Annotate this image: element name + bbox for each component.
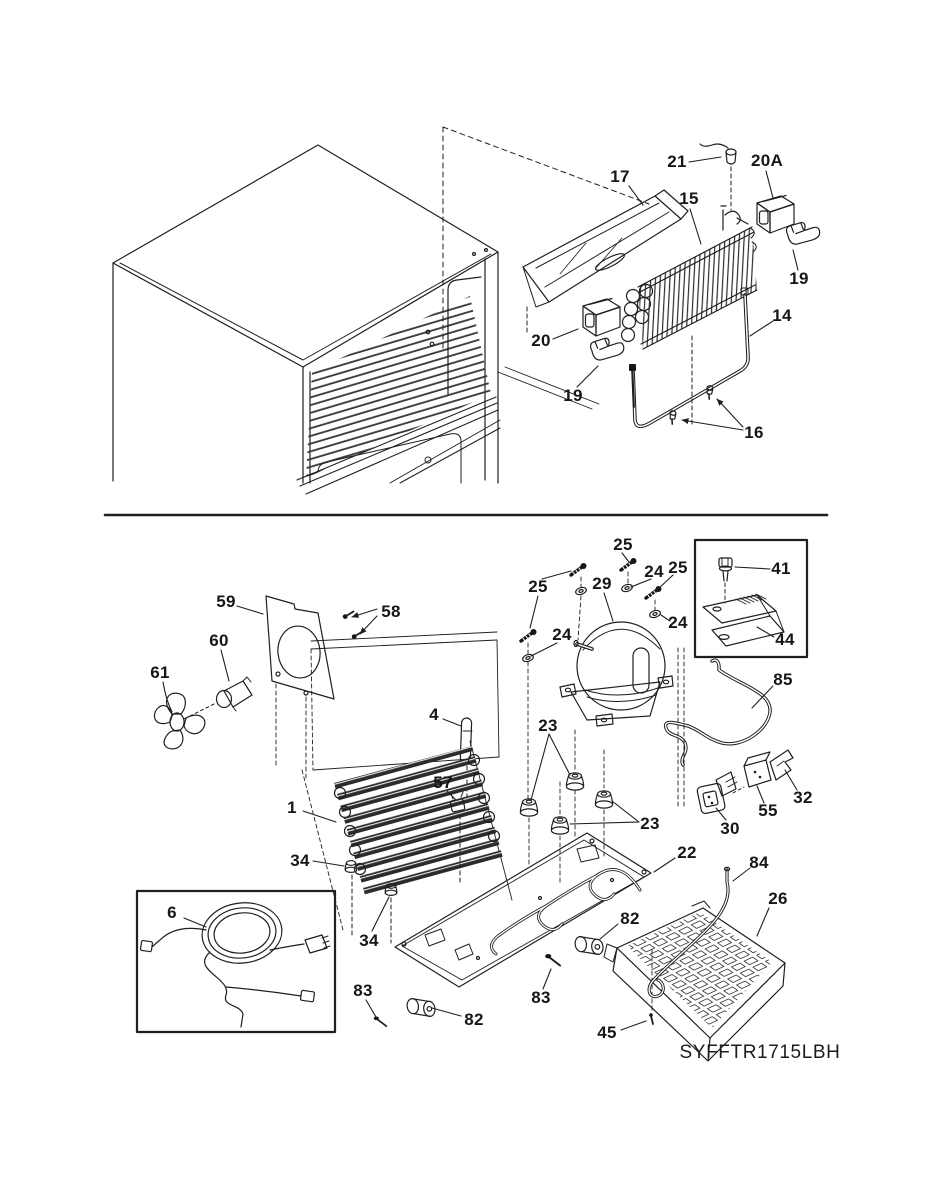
part-label-55: 55: [758, 801, 778, 820]
part-label-19-right: 19: [789, 269, 809, 288]
part-label-19-left: 19: [563, 386, 583, 405]
model-number-text: SYFFTR1715LBH: [679, 1042, 841, 1063]
part-label-30: 30: [720, 819, 740, 838]
condenser-coil-1: [302, 741, 512, 930]
part-label-61: 61: [150, 663, 170, 682]
part-label-15: 15: [679, 189, 699, 208]
part-label-41: 41: [771, 559, 791, 578]
fan-shroud-59: [266, 596, 334, 699]
part-label-23-upper: 23: [538, 716, 558, 735]
part-label-23-lower: 23: [640, 814, 660, 833]
part-label-82-right: 82: [620, 909, 640, 928]
part-label-29: 29: [592, 574, 612, 593]
part-label-21: 21: [667, 152, 687, 171]
part-label-24-top: 24: [644, 562, 664, 581]
part-label-58: 58: [381, 602, 401, 621]
evaporator-15: [622, 206, 758, 349]
defrost-thermostat-20A: [757, 196, 794, 234]
defrost-thermostat-20: [583, 299, 620, 337]
compressor-29: [560, 622, 673, 726]
part-label-32: 32: [793, 788, 813, 807]
part-label-14: 14: [772, 306, 792, 325]
part-label-45: 45: [597, 1023, 617, 1042]
part-label-60: 60: [209, 631, 229, 650]
part-label-1: 1: [287, 798, 297, 817]
part-label-84: 84: [749, 853, 769, 872]
part-label-83-right: 83: [531, 988, 551, 1007]
part-label-82-left: 82: [464, 1010, 484, 1029]
part-label-59: 59: [216, 592, 236, 611]
part-label-16: 16: [744, 423, 764, 442]
part-label-44: 44: [775, 630, 795, 649]
part-label-25-left: 25: [528, 577, 548, 596]
part-label-34-left: 34: [290, 851, 310, 870]
part-label-25-right: 25: [668, 558, 688, 577]
part-label-25-top: 25: [613, 535, 633, 554]
service-tube-85: [666, 660, 771, 765]
part-label-22: 22: [677, 843, 697, 862]
part-label-34-bottom: 34: [359, 931, 379, 950]
part-label-83-left: 83: [353, 981, 373, 1000]
sensor-bulb-21: [700, 144, 736, 210]
fan-blade-61: [154, 693, 204, 749]
part-label-24-right: 24: [668, 613, 688, 632]
part-label-6: 6: [167, 903, 177, 922]
cabinet-drawing: [113, 127, 649, 494]
part-label-20A: 20A: [750, 151, 784, 170]
part-label-57: 57: [433, 773, 453, 792]
fan-motor-60: [184, 677, 252, 719]
part-label-17: 17: [610, 167, 630, 186]
part-label-4: 4: [429, 705, 439, 724]
part-label-24-left: 24: [552, 625, 572, 644]
part-label-20: 20: [531, 331, 551, 350]
part-label-26: 26: [768, 889, 788, 908]
machine-compartment: [137, 540, 807, 1061]
bracket-clip-19-left: [590, 337, 625, 361]
part-label-85: 85: [773, 670, 793, 689]
evaporator-assembly: [498, 144, 821, 426]
